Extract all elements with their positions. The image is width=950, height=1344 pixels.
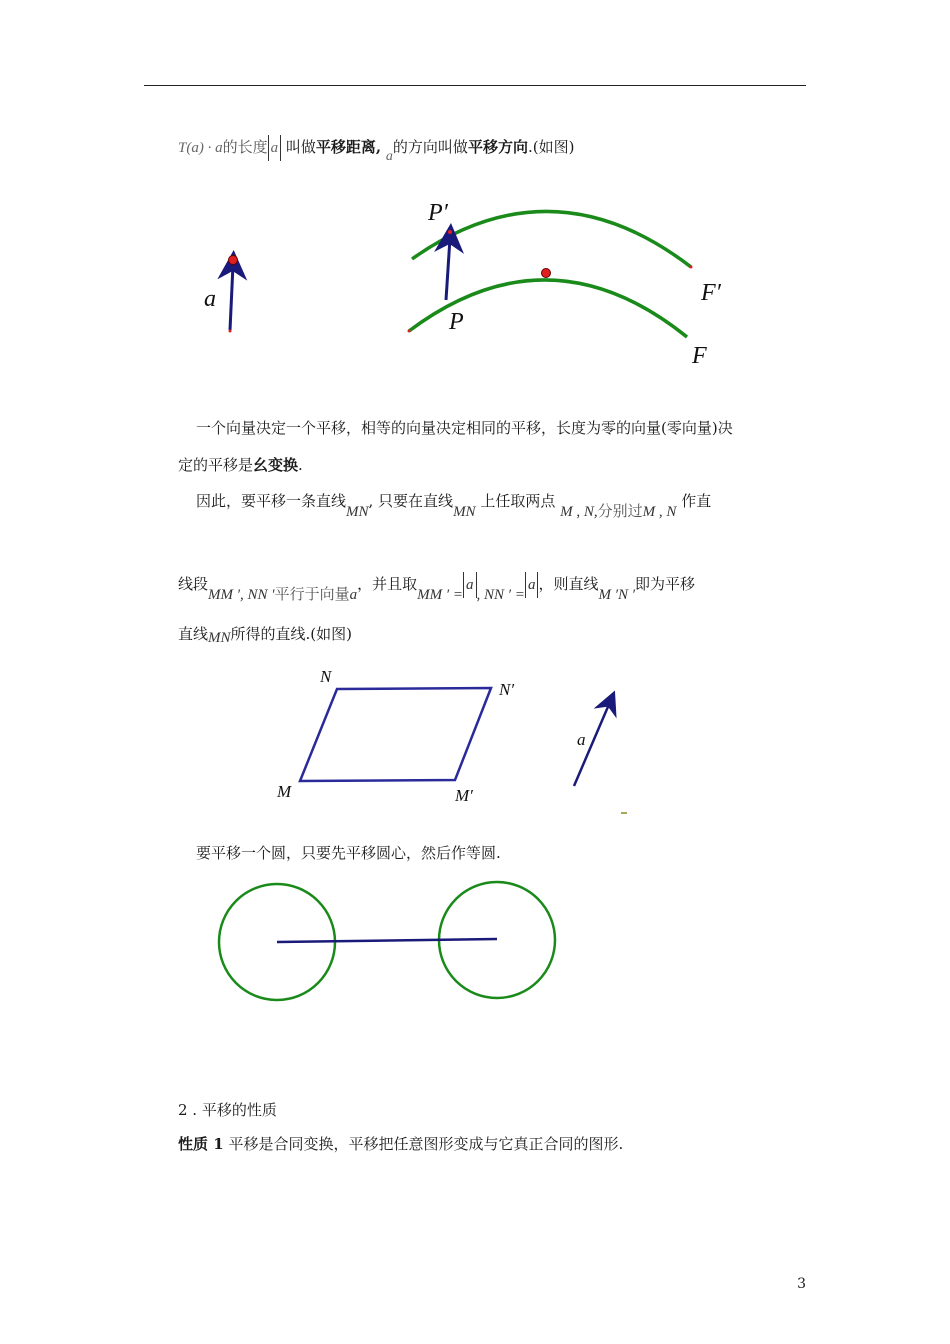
see-figure: .(如图) <box>527 138 575 156</box>
p2-l2-t1: 线段 <box>178 575 209 593</box>
label-M: M <box>277 782 292 801</box>
p2-l2-t5: 即为平移 <box>635 575 696 593</box>
label-N: N <box>320 667 332 686</box>
p2-m1: MN <box>346 504 369 520</box>
p2-l2-t2: 平行于向量 <box>274 585 350 603</box>
p2-t1: 因此，要平移一条直线 <box>196 492 347 510</box>
p2-m2: MN <box>453 504 476 520</box>
term-translation-distance: 平移距离, <box>315 138 382 156</box>
p2-l2-abs2: a <box>525 572 539 598</box>
center-translation-line <box>277 939 497 942</box>
translation-math: T(a) · a <box>178 140 223 156</box>
p2-l3-t1: 直线 <box>178 625 209 643</box>
para3: 要平移一个圆，只要先平移圆心，然后作等圆. <box>196 844 501 862</box>
p2-t2: , 只要在直线 <box>368 492 454 510</box>
term-identity-transform: 幺变换 <box>253 456 299 474</box>
p2-l2-m1: MM ′, NN ′ <box>208 587 275 603</box>
called-text: 叫做 <box>285 138 316 156</box>
section-heading: 2 . 平移的性质 <box>178 1101 277 1119</box>
label-P-prime: P′ <box>428 200 448 226</box>
p2-t3: 上任取两点 <box>480 492 556 510</box>
label-F: F <box>692 343 707 369</box>
para1-line1: 一个向量决定一个平移，相等的向量决定相同的平移，长度为零的向量(零向量)决 <box>196 419 733 437</box>
label-a: a <box>204 286 216 312</box>
abs-a: a <box>268 135 282 161</box>
property-text: 平移是合同变换，平移把任意图形变成与它真正合同的图形. <box>228 1135 624 1153</box>
term-translation-direction: 平移方向 <box>467 138 528 156</box>
p2-t5: 作直 <box>681 492 712 510</box>
a-symbol: a <box>385 149 393 164</box>
property-1 <box>178 1134 623 1154</box>
p2-l2-t3: ，并且取 <box>357 575 418 593</box>
p2-l2-m7: M ′N ′ <box>598 587 636 603</box>
p2-l3-t2: 所得的直线.(如图) <box>230 625 352 643</box>
label-a-2: a <box>577 730 586 749</box>
p2-m3: M , N, <box>560 504 598 520</box>
p2-l2-abs1: a <box>463 572 477 598</box>
label-M-prime: M′ <box>455 786 473 805</box>
property-label: 性质 1 <box>178 1135 224 1153</box>
para1-pre: 定的平移是 <box>178 456 254 474</box>
length-text: 的长度 <box>222 138 268 156</box>
direction-text: 的方向叫做 <box>392 138 468 156</box>
p2-t4: 分别过 <box>597 502 643 520</box>
label-F-prime: F′ <box>701 280 721 306</box>
label-P: P <box>449 309 464 335</box>
p2-l2-t4: ，则直线 <box>538 575 599 593</box>
p2-l2-m3: MM ′ = <box>417 587 464 603</box>
p2-l3-m1: MN <box>208 630 231 646</box>
label-N-prime: N′ <box>499 680 515 699</box>
p2-m4: M , N <box>642 504 677 520</box>
page-number: 3 <box>797 1276 806 1292</box>
para1-post: . <box>298 456 303 474</box>
p2-l2-m2: a <box>349 587 358 603</box>
p2-l2-m5: , NN ′ = <box>476 587 525 603</box>
